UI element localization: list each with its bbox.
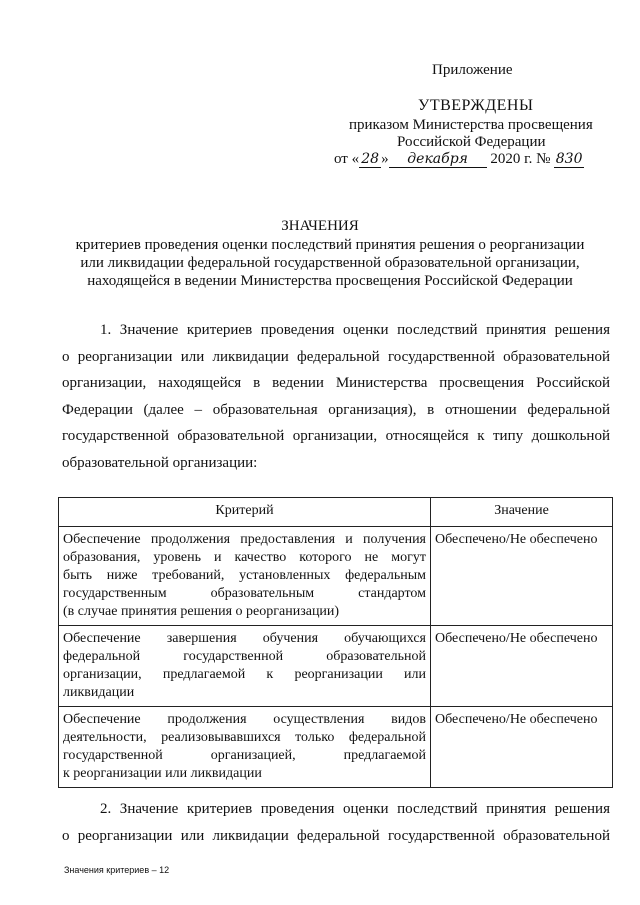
date-prefix: от « [334, 151, 360, 167]
value-cell: Обеспечено/Не обеспечено [431, 527, 613, 626]
paragraph-line: организации, находящейся в ведении Министерства просвещения Российской [62, 375, 610, 391]
value-cell: Обеспечено/Не обеспечено [431, 707, 613, 788]
criterion-line: Обеспечение завершения обучения обучающихся [63, 631, 426, 646]
header-value: Значение [431, 498, 613, 527]
order-line: приказом Министерства просвещения [349, 117, 593, 133]
ministry-line: Российской Федерации [397, 134, 546, 150]
criterion-line: образования, уровень и качество которого не могут [63, 550, 426, 565]
paragraph-line: о реорганизации или ликвидации федеральной государственной образовательной [62, 827, 610, 844]
criterion-line: деятельности, реализовывавшихся только федеральной [63, 730, 426, 745]
date-month: декабря [389, 151, 487, 168]
approved-heading: УТВЕРЖДЕНЫ [418, 97, 534, 114]
paragraph-line: Федерации (далее – образовательная организация), в отношении федеральной [62, 401, 610, 418]
date-mid: » [381, 151, 389, 167]
table-row [59, 626, 613, 707]
paragraph-1 [62, 317, 610, 476]
criterion-line: (в случае принятия решения о реорганизации) [63, 604, 340, 619]
criterion-line: федеральной государственной образовательной [63, 649, 426, 664]
paragraph-line: о реорганизации или ликвидации федеральной государственной образовательной [62, 348, 610, 365]
date-year: 2020 г. № [490, 151, 551, 167]
paragraph-2 [62, 796, 610, 849]
subtitle-line: или ликвидации федеральной государственной образовательной организации, [80, 255, 580, 271]
page-footer: Значения критериев – 12 [64, 865, 170, 875]
criterion-cell [59, 626, 431, 707]
criterion-cell [59, 527, 431, 626]
paragraph-line: образовательной организации: [62, 454, 258, 471]
appendix-label: Приложение [432, 62, 513, 78]
criterion-line: к реорганизации или ликвидации [63, 766, 262, 781]
paragraph-line: 2. Значение критериев проведения оценки последствий принятия решения [100, 801, 610, 817]
table-header-row [59, 498, 613, 527]
order-date-line [334, 151, 584, 168]
document-subtitle [50, 236, 610, 290]
criterion-line: ликвидации [63, 685, 135, 700]
order-number: 830 [555, 151, 583, 167]
criterion-line: Обеспечение продолжения предоставления и получения [63, 532, 426, 547]
paragraph-line: государственной образовательной организации, относящейся к типу дошкольной [62, 428, 610, 444]
criterion-line: быть ниже требований, установленных федеральным [63, 568, 426, 583]
table-row [59, 707, 613, 788]
date-day: 28 [359, 151, 381, 168]
header-criterion: Критерий [59, 498, 431, 527]
table-row [59, 527, 613, 626]
criterion-line: организации, предлагаемой к реорганизации или [63, 667, 426, 682]
criterion-cell [59, 707, 431, 788]
criterion-line: Обеспечение продолжения осуществления видов [63, 712, 426, 727]
value-cell: Обеспечено/Не обеспечено [431, 626, 613, 707]
criterion-line: государственным образовательным стандартом [63, 586, 426, 601]
subtitle-line: критериев проведения оценки последствий принятия решения о реорганизации [75, 237, 585, 253]
document-title: ЗНАЧЕНИЯ [281, 218, 359, 234]
criterion-line: государственной организацией, предлагаемой [63, 748, 426, 763]
subtitle-line: находящейся в ведении Министерства просвещения Российской Федерации [87, 273, 573, 289]
paragraph-line: 1. Значение критериев проведения оценки последствий принятия решения [100, 322, 610, 338]
criteria-table [58, 497, 613, 788]
